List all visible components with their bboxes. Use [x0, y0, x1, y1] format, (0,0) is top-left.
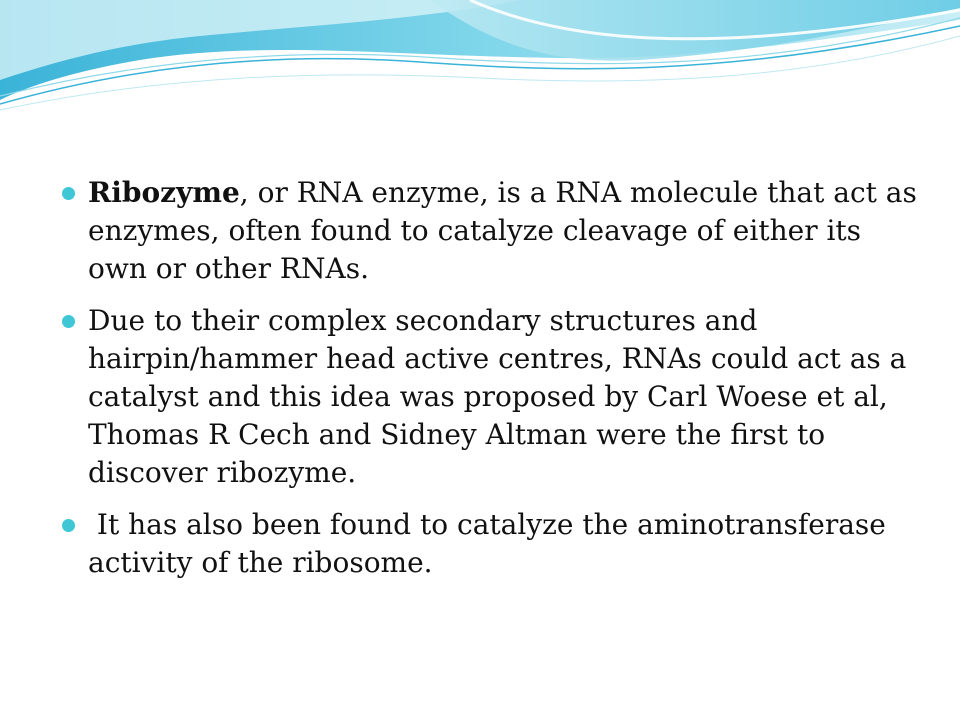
header-wave-decoration	[0, 0, 960, 120]
bullet-dot-icon	[62, 315, 75, 328]
bullet-item-ribozyme-definition	[58, 174, 918, 288]
bullet-dot-icon	[62, 519, 75, 532]
bullet-text: , or RNA enzyme, is a RNA molecule that act as enzymes, often found to catalyze cleavage of either its own or other RNAs.	[88, 176, 917, 285]
slide-content	[58, 174, 918, 596]
bullet-dot-icon	[62, 187, 75, 200]
bold-term: Ribozyme	[88, 176, 240, 209]
bullet-list	[58, 174, 918, 582]
bullet-item-ribozyme-discovery	[58, 302, 918, 492]
bullet-text: Due to their complex secondary structures and hairpin/hammer head active centres, RNAs could act as a catalyst and this idea was proposed by Carl Woese et al, Thomas R Cech and Sidney Altman were the first to discover ribozyme.	[88, 304, 907, 489]
bullet-text: It has also been found to catalyze the aminotransferase activity of the ribosome.	[88, 508, 895, 579]
bullet-item-ribozyme-ribosome	[58, 506, 918, 582]
